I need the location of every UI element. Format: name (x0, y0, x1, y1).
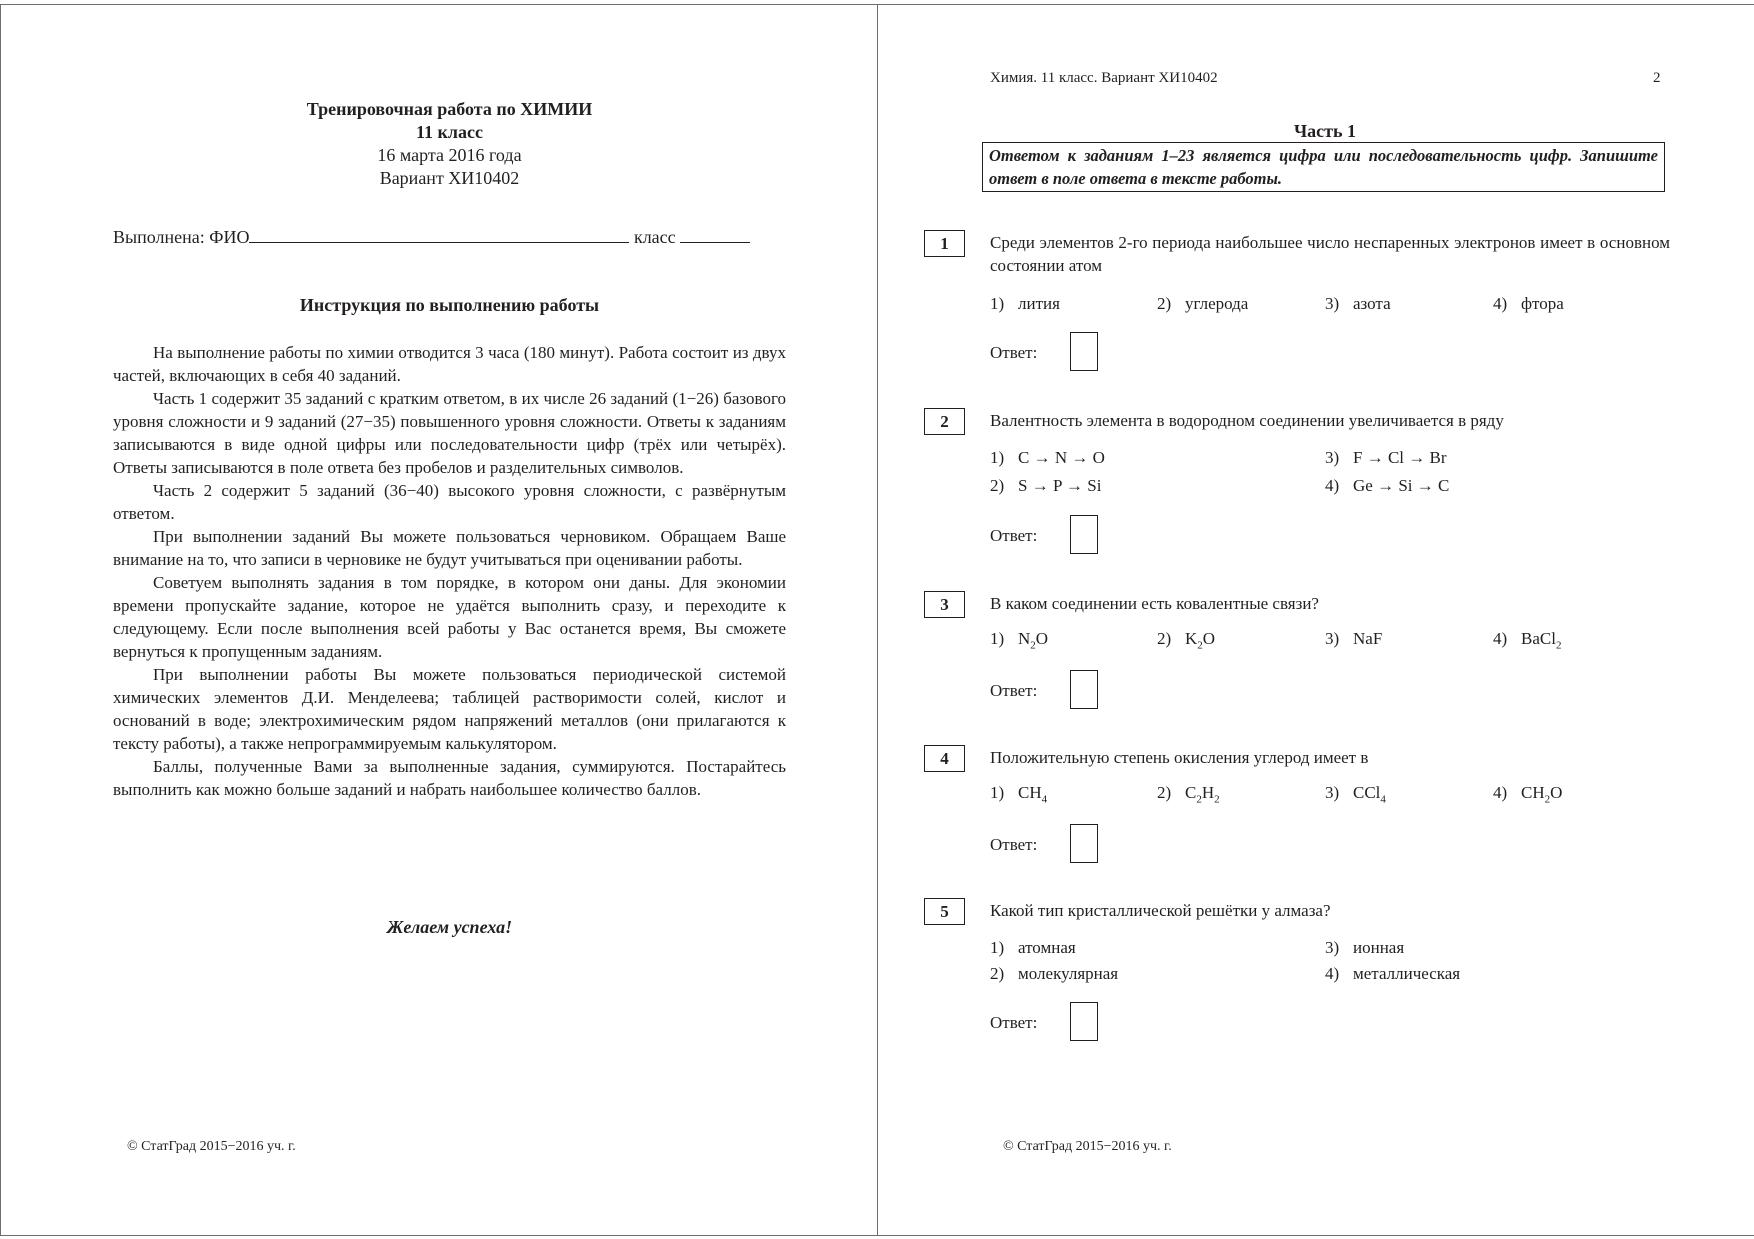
task-3 (924, 591, 1669, 721)
task-1 (924, 230, 1669, 380)
grade-title: 11 класс (416, 122, 483, 142)
instruction-title: Инструкция по выполнению работы (299, 295, 600, 315)
task-number: 5 (924, 898, 965, 925)
option-1[interactable]: 1) $N_2O$ (990, 629, 1049, 652)
option-1[interactable]: 1) лития (990, 294, 1060, 313)
option-3[interactable]: 3) CCl$_4$ (1325, 783, 1386, 806)
fio-line (113, 223, 750, 248)
option-2[interactable]: 2) S → P → Si (990, 476, 1102, 495)
answer-label: Ответ: (990, 526, 1038, 545)
instruction-paragraph: Баллы, полученные Вами за выполненные задания, суммируются. Постарайтесь выполнить как можно больше заданий и набрать наибольшее количество баллов. (113, 757, 786, 799)
task-options (990, 294, 1670, 318)
option-1[interactable]: 1) $CH_4$ (990, 783, 1048, 806)
running-header: Химия. 11 класс. Вариант ХИ10402 (990, 70, 1218, 86)
class-field[interactable] (680, 223, 750, 243)
instruction-paragraph: Часть 2 содержит 5 заданий (36−40) высокого уровня сложности, с развёрнутым ответом. (113, 481, 786, 523)
instruction-paragraph: При выполнении работы Вы можете пользоваться периодической системой химических элементов Д.И. Менделеева; таблицей растворимости солей, кислот и оснований в воде; электрохимическим рядом напряжений металлов (они прилагаются к тексту работы), а также непрограммируемым калькулятором. (113, 665, 786, 753)
answer-label: Ответ: (990, 835, 1038, 854)
task-options (990, 783, 1670, 807)
instruction-paragraph: При выполнении заданий Вы можете пользоваться черновиком. Обращаем Ваше внимание на то, что записи в черновике не будут учитываться при оценивании работы. (113, 527, 786, 569)
part-note: Ответом к заданиям 1–23 является цифра или последовательность цифр. Запишите ответ в поле ответа в тексте работы. (982, 142, 1665, 192)
work-variant: Вариант ХИ10402 (379, 168, 520, 188)
option-2[interactable]: 2) углерода (1157, 294, 1249, 313)
option-3[interactable]: 3) азота (1325, 294, 1391, 313)
task-question: Положительную степень окисления углерод имеет в (990, 748, 1369, 767)
task-options-row-2 (990, 964, 1670, 990)
task-question: Какой тип кристаллической решётки у алмаза? (990, 901, 1331, 920)
task-number: 3 (924, 591, 965, 618)
option-1[interactable]: 1) атомная (990, 938, 1076, 957)
task-options (990, 629, 1670, 653)
task-number: 4 (924, 745, 965, 772)
option-2[interactable]: 2) $C_2H_2$ (1157, 783, 1220, 806)
answer-box[interactable] (1070, 332, 1098, 371)
instruction-paragraph: На выполнение работы по химии отводится 3 часа (180 минут). Работа состоит из двух частей, включающих в себя 40 заданий. (113, 343, 786, 385)
work-date: 16 марта 2016 года (377, 145, 522, 165)
title-block (113, 98, 786, 190)
instruction-text (113, 341, 786, 801)
option-3[interactable]: 3) ионная (1325, 938, 1405, 957)
option-4[interactable]: 4) Ge → Si → C (1325, 476, 1450, 495)
copyright-right: © СтатГрад 2015−2016 уч. г. (1003, 1139, 1172, 1154)
fio-label: Выполнена: ФИО (113, 227, 250, 247)
task-4 (924, 745, 1669, 875)
task-question: Валентность элемента в водородном соединении увеличивается в ряду (990, 411, 1504, 430)
option-1[interactable]: 1) C → N → O (990, 448, 1105, 467)
wish-text: Желаем успеха! (386, 917, 513, 937)
option-4[interactable]: 4) BaCl$_2$ (1493, 629, 1562, 652)
task-options-row-2 (990, 476, 1670, 502)
option-2[interactable]: 2) $K_2O$ (1157, 629, 1216, 652)
answer-label: Ответ: (990, 681, 1038, 700)
fio-field[interactable] (249, 223, 629, 243)
work-title: Тренировочная работа по ХИМИИ (306, 99, 593, 119)
task-number: 1 (924, 230, 965, 257)
copyright-left: © СтатГрад 2015−2016 уч. г. (127, 1139, 296, 1154)
task-question: Среди элементов 2-го периода наибольшее число неспаренных электронов имеет в основном состоянии атом (990, 233, 1670, 275)
task-5 (924, 898, 1669, 1048)
task-question: В каком соединении есть ковалентные связи? (990, 594, 1319, 613)
option-2[interactable]: 2) молекулярная (990, 964, 1119, 983)
option-4[interactable]: 4) $CH_2O$ (1493, 783, 1563, 806)
answer-box[interactable] (1070, 515, 1098, 554)
answer-label: Ответ: (990, 1013, 1038, 1032)
task-options-row-1 (990, 938, 1670, 964)
task-options-row-1 (990, 448, 1670, 474)
answer-label: Ответ: (990, 343, 1038, 362)
answer-box[interactable] (1070, 824, 1098, 863)
option-4[interactable]: 4) металлическая (1325, 964, 1461, 983)
instruction-paragraph: Советуем выполнять задания в том порядке, в котором они даны. Для экономии времени пропускайте задание, которое не удаётся выполнить сразу, и переходите к следующему. Если после выполнения всей работы у Вас останется время, Вы сможете вернуться к пропущенным заданиям. (113, 573, 786, 661)
answer-box[interactable] (1070, 670, 1098, 709)
instruction-paragraph: Часть 1 содержит 35 заданий с кратким ответом, в их числе 26 заданий (1−26) базового уровня сложности и 9 заданий (27−35) повышенного уровня сложности. Ответы к заданиям записываются в виде одной цифры или последовательности цифр (трёх или четырёх). Ответы записываются в поле ответа без пробелов и разделительных символов. (113, 389, 786, 477)
option-3[interactable]: 3) F → Cl → Br (1325, 448, 1447, 467)
answer-box[interactable] (1070, 1002, 1098, 1041)
task-2 (924, 408, 1669, 558)
option-4[interactable]: 4) фтора (1493, 294, 1564, 313)
part-title: Часть 1 (1293, 121, 1357, 141)
task-number: 2 (924, 408, 965, 435)
option-3[interactable]: 3) NaF (1325, 629, 1383, 648)
class-label: класс (633, 227, 676, 247)
page-number: 2 (1653, 70, 1661, 86)
